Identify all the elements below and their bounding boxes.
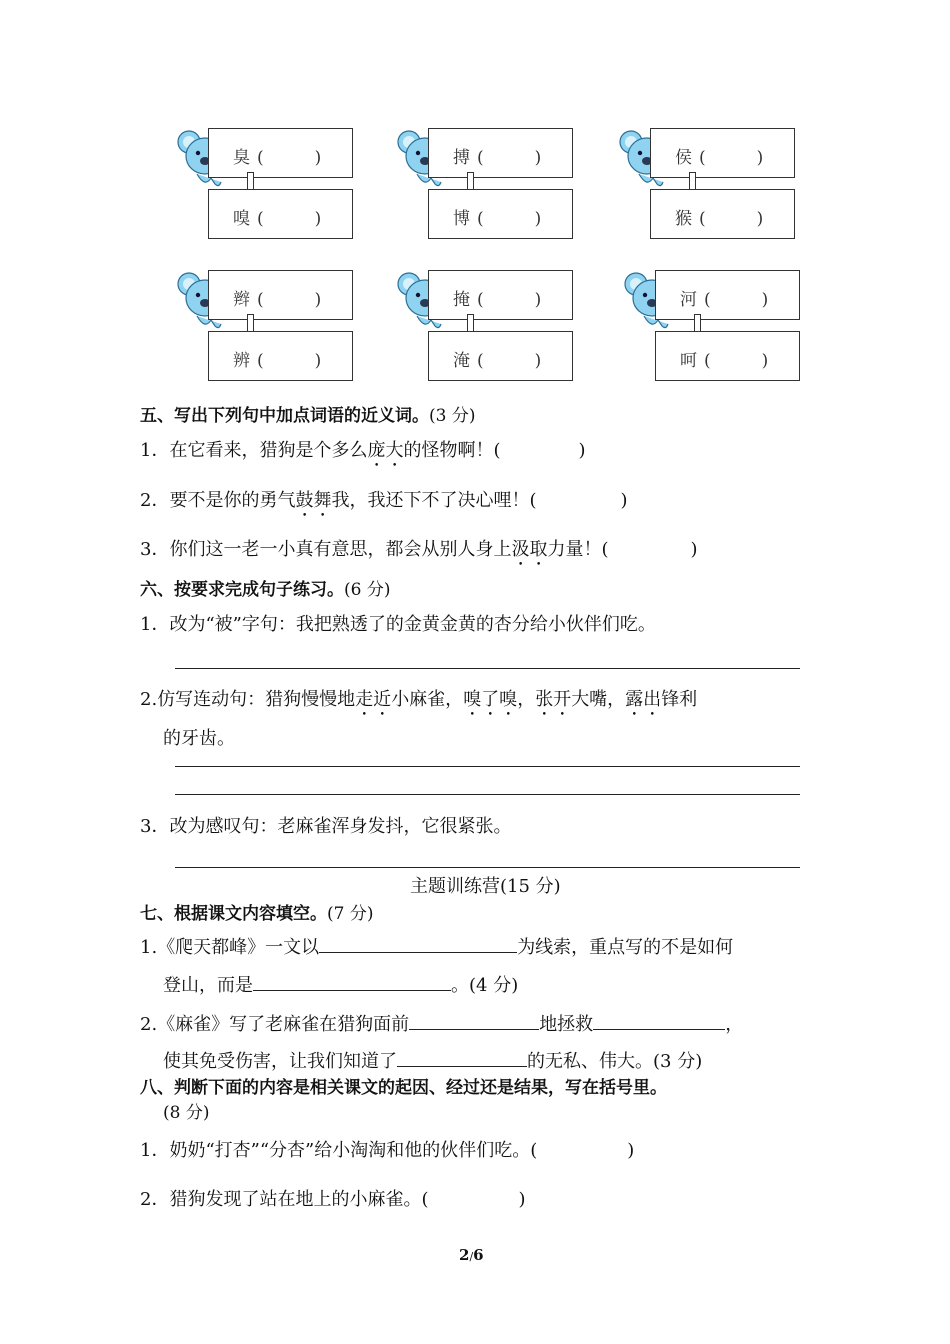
word-box-top [428,270,573,320]
q-text: ， [725,1014,744,1035]
q-text: 你们这一老一小真有意思，都会从别人身上 [169,539,512,560]
section8-title: 八、判断下面的内容是相关课文的起因、经过还是结果，写在括号里。 [140,1078,667,1098]
word-pair-group [617,128,807,246]
page-sep: / [469,1250,474,1263]
section8-q2 [140,1185,526,1211]
q-text: 《麻雀》写了老麻雀在猎狗面前 [157,1014,410,1035]
word-char: 辫 [233,290,250,310]
section6-q2 [140,685,697,720]
dotted-word: 庞大 [367,440,404,461]
q-number: 2． [140,490,170,511]
answer-line[interactable] [175,794,800,795]
word-box-bottom [208,331,353,381]
q-text: 的无私、伟大。(3 分) [527,1051,703,1072]
dotted-word: 汲取 [511,539,548,560]
fill-blank[interactable] [593,1011,725,1030]
answer-blank[interactable]: ( ) [699,209,764,229]
q-text: 大嘴， [571,689,626,710]
word-char: 掩 [453,290,470,310]
section6-score: (6 分) [344,580,391,600]
word-box-top [650,128,795,178]
word-pair-group [395,128,585,246]
word-char: 搏 [453,148,470,168]
q-number: 2. [140,1014,158,1035]
answer-blank[interactable]: ( ) [477,209,542,229]
q-number: 2. [140,689,158,710]
word-box-bottom [208,189,353,239]
answer-blank[interactable]: ( ) [257,290,322,310]
word-box-bottom [428,331,573,381]
word-box-bottom [650,189,795,239]
dotted-word: 露出 [625,689,662,710]
q-text: 的怪物啊！( [403,440,501,461]
q-text: 我，我还下不了决心哩！( [331,490,537,511]
q-text: 为线索，重点写的不是如何 [517,937,734,958]
word-pair-group [175,128,365,246]
word-char: 侯 [675,148,692,168]
section6-heading [140,575,390,600]
word-char: 博 [453,209,470,229]
word-pair-group [622,270,812,388]
q-number: 1. [140,937,158,958]
fill-blank[interactable] [409,1011,539,1030]
q-text: 奶奶“打杏”“分杏”给小淘淘和他的伙伴们吃。( [169,1140,538,1161]
q-number: 3． [140,539,170,560]
fill-blank[interactable] [253,972,451,991]
answer-blank[interactable]: ( ) [699,148,764,168]
section6-q3 [140,812,511,838]
section8-heading [140,1073,667,1098]
q-text: 。(4 分) [451,975,519,996]
word-char: 淹 [453,351,470,371]
section7-score: (7 分) [327,904,374,924]
word-char: 辨 [233,351,250,371]
q-text: ， [517,689,536,710]
section5-heading [140,401,475,426]
dotted-word: 走近 [355,689,392,710]
dotted-word: 张开 [535,689,572,710]
answer-blank[interactable]: ( ) [477,290,542,310]
word-box-top [208,128,353,178]
dotted-word: 嗅了嗅 [463,689,518,710]
q-number: 3． [140,816,170,837]
fill-blank[interactable] [397,1048,527,1067]
answer-blank[interactable]: ( ) [477,351,542,371]
q-number: 1． [140,614,170,635]
section5-title: 五、写出下列句中加点词语的近义词。 [140,406,429,426]
word-box-bottom [655,331,800,381]
section7-q2-line2 [163,1047,702,1073]
section7-title: 七、根据课文内容填空。 [140,904,327,924]
section5-q3 [140,535,698,570]
word-box-top [655,270,800,320]
word-box-bottom [428,189,573,239]
section8-q1 [140,1136,634,1162]
q-number: 2． [140,1189,170,1210]
word-pair-group [395,270,585,388]
q-text: 地拯救 [539,1014,594,1035]
section8-score: (8 分) [163,1103,210,1123]
section6-q1 [140,610,656,636]
q-text: ) [518,1189,526,1210]
q-text: ) [620,490,628,511]
camp-title: 主题训练营(15 分) [410,876,561,897]
answer-blank[interactable]: ( ) [257,209,322,229]
q-text: 改为“被”字句：我把熟透了的金黄金黄的杏分给小伙伴们吃。 [169,614,656,635]
word-box-top [208,270,353,320]
q-text: 登山，而是 [163,975,253,996]
q-text: 《爬天都峰》一文以 [157,937,320,958]
word-char: 猴 [675,209,692,229]
page-total: 6 [473,1246,484,1264]
answer-blank[interactable]: ( ) [257,351,322,371]
section5-q2 [140,486,628,521]
word-box-top [428,128,573,178]
q-text: 锋利 [661,689,698,710]
q-text: ) [690,539,698,560]
page-current: 2 [459,1246,470,1264]
q-text: 仿写连动句：猎狗慢慢地 [157,689,356,710]
q-text: 小麻雀， [391,689,464,710]
section7-q1-line2 [163,971,518,997]
page-number [459,1246,484,1264]
section7-q1 [140,933,733,959]
section6-title: 六、按要求完成句子练习。 [140,580,344,600]
q-text: 力量！( [547,539,609,560]
word-char: 臭 [233,148,250,168]
q-text: 使其免受伤害，让我们知道了 [163,1051,397,1072]
section5-score: (3 分) [429,406,476,426]
q-text: 改为感叹句：老麻雀浑身发抖，它很紧张。 [169,816,512,837]
answer-blank[interactable]: ( ) [257,148,322,168]
q-text: 猎狗发现了站在地上的小麻雀。( [169,1189,429,1210]
section6-q2-line2: 的牙齿。 [163,728,235,749]
word-char: 呵 [680,351,697,371]
answer-line[interactable] [175,766,800,767]
section5-q1 [140,436,586,471]
q-number: 1． [140,440,170,461]
q-text: 要不是你的勇气 [169,490,296,511]
answer-blank[interactable]: ( ) [477,148,542,168]
answer-blank[interactable]: ( ) [704,351,769,371]
dotted-word: 鼓舞 [295,490,332,511]
q-text: ) [627,1140,635,1161]
section7-q2 [140,1010,743,1036]
q-number: 1． [140,1140,170,1161]
word-pair-group [175,270,365,388]
word-char: 河 [680,290,697,310]
fill-blank[interactable] [319,934,517,953]
answer-line[interactable] [175,867,800,868]
section7-heading [140,899,373,924]
q-text: 在它看来，猎狗是个多么 [169,440,368,461]
answer-line[interactable] [175,668,800,669]
q-text: ) [578,440,586,461]
word-char: 嗅 [233,209,250,229]
answer-blank[interactable]: ( ) [704,290,769,310]
